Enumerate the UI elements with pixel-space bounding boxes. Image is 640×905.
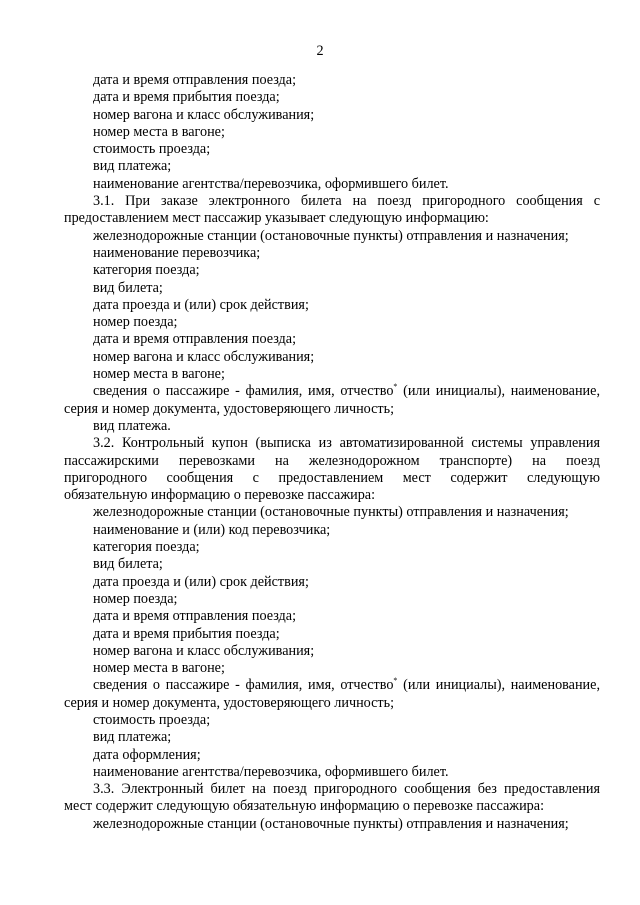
- passenger-info-text: сведения о пассажире - фамилия, имя, отчество: [93, 677, 394, 694]
- list-item: стоимость проезда;: [93, 711, 211, 728]
- list-item: номер вагона и класс обслуживания;: [93, 642, 315, 659]
- paragraph-line: мест содержит следующую обязательную информацию о перевозке пассажира:: [64, 798, 545, 815]
- list-item: дата проезда и (или) срок действия;: [93, 573, 309, 590]
- list-item: железнодорожные станции (остановочные пункты) отправления и назначения;: [93, 227, 569, 244]
- paragraph-line: 3.1. При заказе электронного билета на поезд пригородного сообщения с: [93, 193, 600, 210]
- section-3-1: [64, 193, 600, 435]
- document-body: [64, 72, 600, 833]
- list-item: номер места в вагоне;: [93, 660, 225, 677]
- list-item: дата и время прибытия поезда;: [93, 89, 280, 106]
- section-top-list: [64, 72, 600, 193]
- list-item: дата и время отправления поезда;: [93, 331, 297, 348]
- section-3-3: [64, 781, 600, 833]
- passenger-info-text: (или инициалы), наименование,: [397, 383, 600, 400]
- list-item: дата проезда и (или) срок действия;: [93, 296, 309, 313]
- paragraph-line: пассажирскими перевозками на железнодорожном транспорте) на поезд: [64, 452, 600, 469]
- passenger-info-text: сведения о пассажире - фамилия, имя, отчество: [93, 383, 394, 400]
- list-item: дата и время отправления поезда;: [93, 608, 297, 625]
- list-item: категория поезда;: [93, 539, 200, 556]
- paragraph-line: серия и номер документа, удостоверяющего личность;: [64, 694, 395, 711]
- list-item: вид билета;: [93, 279, 163, 296]
- page-number: 2: [316, 43, 324, 59]
- paragraph-line: серия и номер документа, удостоверяющего личность;: [64, 400, 395, 417]
- paragraph-line: обязательную информацию о перевозке пассажира:: [64, 487, 376, 504]
- list-item: наименование перевозчика;: [93, 244, 261, 261]
- list-item: вид платежа;: [93, 158, 172, 175]
- passenger-info-text: (или инициалы), наименование,: [397, 677, 600, 694]
- footnote-mark: *: [393, 382, 398, 392]
- list-item: дата и время прибытия поезда;: [93, 625, 280, 642]
- paragraph-line: 3.2. Контрольный купон (выписка из автоматизированной системы управления: [93, 435, 600, 452]
- paragraph-line: 3.3. Электронный билет на поезд пригородного сообщения без предоставления: [93, 781, 600, 798]
- passenger-info-line: [64, 677, 600, 694]
- list-item: номер вагона и класс обслуживания;: [93, 106, 315, 123]
- list-item: железнодорожные станции (остановочные пункты) отправления и назначения;: [93, 504, 569, 521]
- list-item: номер поезда;: [93, 590, 178, 607]
- list-item: категория поезда;: [93, 262, 200, 279]
- list-item: номер места в вагоне;: [93, 366, 225, 383]
- list-item: дата оформления;: [93, 746, 201, 763]
- paragraph-line: предоставлением мест пассажир указывает следующую информацию:: [64, 210, 489, 227]
- list-item: наименование и (или) код перевозчика;: [93, 521, 331, 538]
- footnote-mark: *: [393, 676, 398, 686]
- list-item: номер вагона и класс обслуживания;: [93, 348, 315, 365]
- paragraph-line: пригородного сообщения с предоставлением мест содержит следующую: [64, 469, 600, 486]
- list-item: вид платежа;: [93, 729, 172, 746]
- passenger-info-line: [64, 383, 600, 400]
- list-item: железнодорожные станции (остановочные пункты) отправления и назначения;: [93, 815, 569, 832]
- list-item: наименование агентства/перевозчика, оформившего билет.: [93, 763, 449, 780]
- section-3-2: [64, 435, 600, 781]
- list-item: стоимость проезда;: [93, 141, 211, 158]
- list-item: вид платежа.: [93, 417, 171, 434]
- list-item: номер поезда;: [93, 314, 178, 331]
- list-item: вид билета;: [93, 556, 163, 573]
- list-item: наименование агентства/перевозчика, оформившего билет.: [93, 175, 449, 192]
- list-item: номер места в вагоне;: [93, 123, 225, 140]
- list-item: дата и время отправления поезда;: [93, 72, 297, 88]
